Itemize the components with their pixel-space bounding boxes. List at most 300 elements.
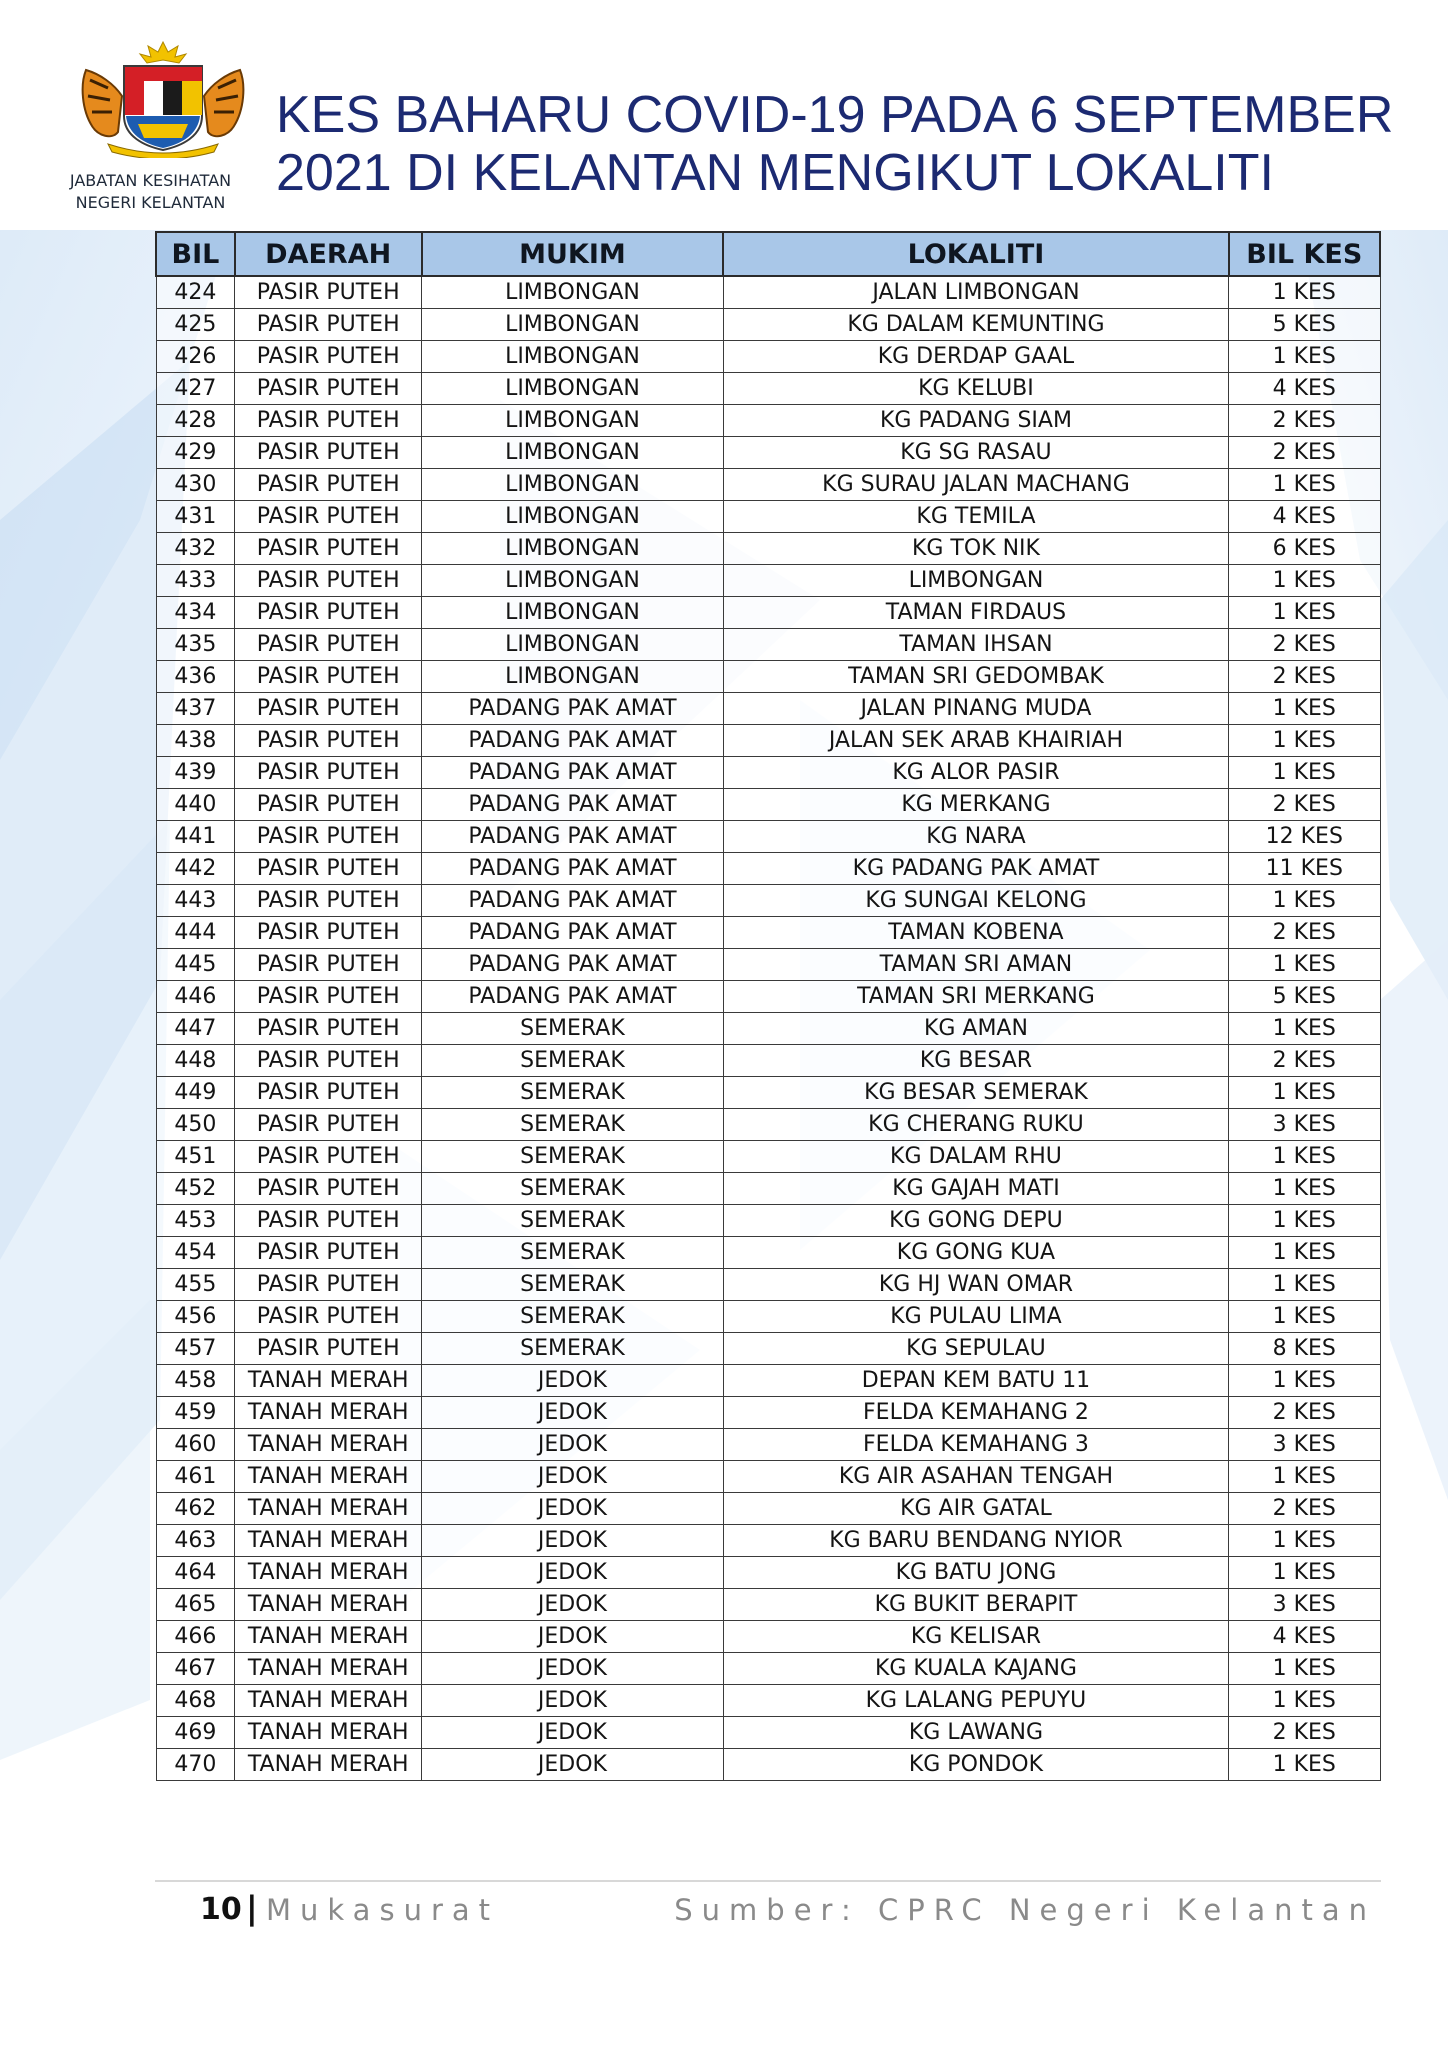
cell-lokaliti: JALAN SEK ARAB KHAIRIAH — [723, 725, 1228, 757]
cell-daerah: PASIR PUTEH — [235, 1269, 422, 1301]
cell-mukim: LIMBONGAN — [422, 405, 724, 437]
cell-lokaliti: KG KUALA KAJANG — [723, 1653, 1228, 1685]
cell-lokaliti: KG LALANG PEPUYU — [723, 1685, 1228, 1717]
cell-mukim: JEDOK — [422, 1685, 724, 1717]
column-header-daerah: DAERAH — [235, 232, 422, 276]
cell-mukim: PADANG PAK AMAT — [422, 853, 724, 885]
cell-daerah: TANAH MERAH — [235, 1589, 422, 1621]
table-row — [156, 789, 1380, 821]
cell-daerah: TANAH MERAH — [235, 1461, 422, 1493]
cell-lokaliti: TAMAN SRI AMAN — [723, 949, 1228, 981]
cell-bil: 469 — [156, 1717, 235, 1749]
cell-mukim: PADANG PAK AMAT — [422, 885, 724, 917]
table-row — [156, 1461, 1380, 1493]
cell-mukim: JEDOK — [422, 1717, 724, 1749]
cell-bil-kes: 2 KES — [1229, 437, 1380, 469]
cell-daerah: PASIR PUTEH — [235, 725, 422, 757]
cell-bil-kes: 4 KES — [1229, 1621, 1380, 1653]
cell-daerah: TANAH MERAH — [235, 1653, 422, 1685]
cell-bil-kes: 2 KES — [1229, 789, 1380, 821]
cell-bil-kes: 1 KES — [1229, 885, 1380, 917]
cell-lokaliti: KG SEPULAU — [723, 1333, 1228, 1365]
cell-bil-kes: 2 KES — [1229, 661, 1380, 693]
cell-lokaliti: KG AIR GATAL — [723, 1493, 1228, 1525]
cell-daerah: TANAH MERAH — [235, 1621, 422, 1653]
cell-daerah: PASIR PUTEH — [235, 469, 422, 501]
cell-bil: 429 — [156, 437, 235, 469]
table-row — [156, 501, 1380, 533]
cell-mukim: LIMBONGAN — [422, 661, 724, 693]
cases-table — [155, 231, 1381, 1781]
cell-mukim: JEDOK — [422, 1557, 724, 1589]
cell-bil: 428 — [156, 405, 235, 437]
cell-bil-kes: 2 KES — [1229, 1397, 1380, 1429]
cell-mukim: PADANG PAK AMAT — [422, 821, 724, 853]
cell-daerah: PASIR PUTEH — [235, 1109, 422, 1141]
cell-daerah: PASIR PUTEH — [235, 661, 422, 693]
cell-bil: 426 — [156, 341, 235, 373]
cell-daerah: PASIR PUTEH — [235, 597, 422, 629]
table-row — [156, 1525, 1380, 1557]
cell-bil-kes: 1 KES — [1229, 1141, 1380, 1173]
cell-mukim: JEDOK — [422, 1525, 724, 1557]
cell-daerah: TANAH MERAH — [235, 1749, 422, 1781]
cell-lokaliti: KG DALAM KEMUNTING — [723, 309, 1228, 341]
cell-mukim: LIMBONGAN — [422, 341, 724, 373]
title-line2: 2021 DI KELANTAN MENGIKUT LOKALITI — [276, 144, 1274, 202]
table-row — [156, 1237, 1380, 1269]
cell-mukim: JEDOK — [422, 1621, 724, 1653]
table-row — [156, 725, 1380, 757]
cell-daerah: PASIR PUTEH — [235, 757, 422, 789]
cell-lokaliti: LIMBONGAN — [723, 565, 1228, 597]
cell-lokaliti: KG PADANG PAK AMAT — [723, 853, 1228, 885]
page-label: Mukasurat — [266, 1893, 500, 1927]
cell-bil: 462 — [156, 1493, 235, 1525]
cell-daerah: PASIR PUTEH — [235, 501, 422, 533]
cell-bil: 458 — [156, 1365, 235, 1397]
table-row — [156, 1717, 1380, 1749]
cell-bil: 432 — [156, 533, 235, 565]
cell-mukim: JEDOK — [422, 1365, 724, 1397]
table-row — [156, 1333, 1380, 1365]
cell-bil-kes: 12 KES — [1229, 821, 1380, 853]
table-row — [156, 1301, 1380, 1333]
cell-daerah: PASIR PUTEH — [235, 693, 422, 725]
org-name-line1: JABATAN KESIHATAN — [69, 171, 232, 190]
org-name-line2: NEGERI KELANTAN — [75, 193, 226, 212]
table-row — [156, 437, 1380, 469]
cell-daerah: TANAH MERAH — [235, 1397, 422, 1429]
cell-mukim: LIMBONGAN — [422, 565, 724, 597]
cell-bil-kes: 4 KES — [1229, 501, 1380, 533]
column-header-bil-kes: BIL KES — [1229, 232, 1380, 276]
cell-lokaliti: JALAN PINANG MUDA — [723, 693, 1228, 725]
cell-lokaliti: TAMAN SRI GEDOMBAK — [723, 661, 1228, 693]
cell-bil-kes: 1 KES — [1229, 1749, 1380, 1781]
cell-lokaliti: KG GAJAH MATI — [723, 1173, 1228, 1205]
cell-bil-kes: 4 KES — [1229, 373, 1380, 405]
cell-bil-kes: 1 KES — [1229, 1013, 1380, 1045]
cell-daerah: PASIR PUTEH — [235, 981, 422, 1013]
table-row — [156, 661, 1380, 693]
cell-daerah: PASIR PUTEH — [235, 437, 422, 469]
cell-lokaliti: DEPAN KEM BATU 11 — [723, 1365, 1228, 1397]
cell-lokaliti: KG AIR ASAHAN TENGAH — [723, 1461, 1228, 1493]
cell-lokaliti: KG GONG KUA — [723, 1237, 1228, 1269]
cell-bil: 468 — [156, 1685, 235, 1717]
cell-daerah: PASIR PUTEH — [235, 341, 422, 373]
cell-bil-kes: 1 KES — [1229, 341, 1380, 373]
cell-mukim: LIMBONGAN — [422, 533, 724, 565]
cell-mukim: SEMERAK — [422, 1045, 724, 1077]
cell-mukim: PADANG PAK AMAT — [422, 789, 724, 821]
table-row — [156, 309, 1380, 341]
table-row — [156, 949, 1380, 981]
cell-bil: 459 — [156, 1397, 235, 1429]
cell-bil-kes: 1 KES — [1229, 1269, 1380, 1301]
table-row — [156, 629, 1380, 661]
cell-daerah: TANAH MERAH — [235, 1365, 422, 1397]
cell-mukim: JEDOK — [422, 1461, 724, 1493]
cell-bil-kes: 3 KES — [1229, 1109, 1380, 1141]
cell-lokaliti: JALAN LIMBONGAN — [723, 276, 1228, 309]
cell-bil-kes: 1 KES — [1229, 1301, 1380, 1333]
table-row — [156, 373, 1380, 405]
cell-lokaliti: KG TOK NIK — [723, 533, 1228, 565]
cell-bil: 435 — [156, 629, 235, 661]
cell-mukim: LIMBONGAN — [422, 309, 724, 341]
table-row — [156, 821, 1380, 853]
cell-bil-kes: 1 KES — [1229, 565, 1380, 597]
cell-lokaliti: KG NARA — [723, 821, 1228, 853]
cell-bil: 456 — [156, 1301, 235, 1333]
cell-lokaliti: KG BESAR — [723, 1045, 1228, 1077]
table-row — [156, 1493, 1380, 1525]
cell-lokaliti: KG DERDAP GAAL — [723, 341, 1228, 373]
cell-bil: 460 — [156, 1429, 235, 1461]
cell-mukim: PADANG PAK AMAT — [422, 757, 724, 789]
cell-bil-kes: 5 KES — [1229, 309, 1380, 341]
table-row — [156, 981, 1380, 1013]
cell-daerah: TANAH MERAH — [235, 1429, 422, 1461]
table-row — [156, 1429, 1380, 1461]
cell-mukim: JEDOK — [422, 1429, 724, 1461]
cell-lokaliti: KG PULAU LIMA — [723, 1301, 1228, 1333]
cell-lokaliti: KG CHERANG RUKU — [723, 1109, 1228, 1141]
cell-bil-kes: 1 KES — [1229, 1237, 1380, 1269]
cell-lokaliti: TAMAN KOBENA — [723, 917, 1228, 949]
cell-mukim: SEMERAK — [422, 1205, 724, 1237]
page-title — [276, 86, 1396, 202]
cell-mukim: PADANG PAK AMAT — [422, 981, 724, 1013]
table-row — [156, 405, 1380, 437]
cell-bil: 467 — [156, 1653, 235, 1685]
cell-bil: 433 — [156, 565, 235, 597]
cell-bil-kes: 1 KES — [1229, 1173, 1380, 1205]
cell-bil-kes: 1 KES — [1229, 1685, 1380, 1717]
cell-daerah: PASIR PUTEH — [235, 885, 422, 917]
cell-daerah: PASIR PUTEH — [235, 1205, 422, 1237]
cell-mukim: SEMERAK — [422, 1109, 724, 1141]
cell-mukim: PADANG PAK AMAT — [422, 917, 724, 949]
cell-bil: 440 — [156, 789, 235, 821]
cell-mukim: JEDOK — [422, 1653, 724, 1685]
column-header-bil: BIL — [156, 232, 235, 276]
table-row — [156, 341, 1380, 373]
cell-bil: 449 — [156, 1077, 235, 1109]
cell-mukim: SEMERAK — [422, 1077, 724, 1109]
cell-bil: 464 — [156, 1557, 235, 1589]
cell-bil: 442 — [156, 853, 235, 885]
source-credit: Sumber: CPRC Negeri Kelantan — [674, 1893, 1376, 1927]
table-row — [156, 917, 1380, 949]
cell-mukim: SEMERAK — [422, 1269, 724, 1301]
cell-bil: 452 — [156, 1173, 235, 1205]
cell-daerah: PASIR PUTEH — [235, 309, 422, 341]
cell-bil-kes: 3 KES — [1229, 1589, 1380, 1621]
table-row — [156, 276, 1380, 309]
organization-name — [48, 170, 253, 214]
cell-daerah: PASIR PUTEH — [235, 373, 422, 405]
cell-daerah: PASIR PUTEH — [235, 1333, 422, 1365]
table-row — [156, 565, 1380, 597]
cell-daerah: PASIR PUTEH — [235, 533, 422, 565]
cell-mukim: JEDOK — [422, 1397, 724, 1429]
title-line1: KES BAHARU COVID-19 PADA 6 SEPTEMBER — [276, 86, 1394, 144]
table-row — [156, 1621, 1380, 1653]
table-row — [156, 1365, 1380, 1397]
cell-bil: 455 — [156, 1269, 235, 1301]
cell-daerah: PASIR PUTEH — [235, 1173, 422, 1205]
cell-lokaliti: KG MERKANG — [723, 789, 1228, 821]
cell-daerah: PASIR PUTEH — [235, 917, 422, 949]
table-row — [156, 853, 1380, 885]
cell-bil: 441 — [156, 821, 235, 853]
cell-lokaliti: KG HJ WAN OMAR — [723, 1269, 1228, 1301]
cell-mukim: LIMBONGAN — [422, 437, 724, 469]
page-header — [0, 0, 1448, 230]
cell-daerah: PASIR PUTEH — [235, 1237, 422, 1269]
cell-bil: 445 — [156, 949, 235, 981]
cell-lokaliti: KG BARU BENDANG NYIOR — [723, 1525, 1228, 1557]
cell-bil: 424 — [156, 276, 235, 309]
table-row — [156, 885, 1380, 917]
cell-lokaliti: KG GONG DEPU — [723, 1205, 1228, 1237]
cell-daerah: PASIR PUTEH — [235, 789, 422, 821]
cell-mukim: SEMERAK — [422, 1141, 724, 1173]
table-row — [156, 1045, 1380, 1077]
cell-mukim: PADANG PAK AMAT — [422, 725, 724, 757]
cell-bil-kes: 5 KES — [1229, 981, 1380, 1013]
footer-divider — [155, 1880, 1381, 1882]
cell-lokaliti: FELDA KEMAHANG 2 — [723, 1397, 1228, 1429]
cell-mukim: JEDOK — [422, 1493, 724, 1525]
cell-lokaliti: KG TEMILA — [723, 501, 1228, 533]
cell-bil-kes: 1 KES — [1229, 1525, 1380, 1557]
cell-bil-kes: 1 KES — [1229, 1461, 1380, 1493]
cell-bil: 446 — [156, 981, 235, 1013]
cell-daerah: PASIR PUTEH — [235, 405, 422, 437]
table-row — [156, 1173, 1380, 1205]
cell-daerah: PASIR PUTEH — [235, 1301, 422, 1333]
table-row — [156, 1589, 1380, 1621]
table-row — [156, 1013, 1380, 1045]
table-row — [156, 597, 1380, 629]
cell-bil: 434 — [156, 597, 235, 629]
cell-bil-kes: 1 KES — [1229, 693, 1380, 725]
cell-bil-kes: 1 KES — [1229, 949, 1380, 981]
table-row — [156, 1205, 1380, 1237]
table-row — [156, 1749, 1380, 1781]
cell-bil: 439 — [156, 757, 235, 789]
cell-bil-kes: 1 KES — [1229, 757, 1380, 789]
cell-bil-kes: 11 KES — [1229, 853, 1380, 885]
table-row — [156, 1397, 1380, 1429]
cell-mukim: JEDOK — [422, 1749, 724, 1781]
cell-bil-kes: 1 KES — [1229, 276, 1380, 309]
cell-mukim: LIMBONGAN — [422, 276, 724, 309]
cell-bil-kes: 1 KES — [1229, 1365, 1380, 1397]
table-row — [156, 469, 1380, 501]
table-row — [156, 1557, 1380, 1589]
cell-bil: 448 — [156, 1045, 235, 1077]
cell-mukim: LIMBONGAN — [422, 469, 724, 501]
cell-mukim: SEMERAK — [422, 1237, 724, 1269]
cell-bil-kes: 1 KES — [1229, 1557, 1380, 1589]
cell-bil-kes: 2 KES — [1229, 629, 1380, 661]
column-header-lokaliti: LOKALITI — [723, 232, 1228, 276]
cell-bil: 461 — [156, 1461, 235, 1493]
cell-bil-kes: 2 KES — [1229, 405, 1380, 437]
cell-bil: 466 — [156, 1621, 235, 1653]
cell-lokaliti: KG ALOR PASIR — [723, 757, 1228, 789]
cell-lokaliti: KG BATU JONG — [723, 1557, 1228, 1589]
cell-mukim: JEDOK — [422, 1589, 724, 1621]
cell-lokaliti: KG DALAM RHU — [723, 1141, 1228, 1173]
cell-lokaliti: KG KELUBI — [723, 373, 1228, 405]
cell-mukim: LIMBONGAN — [422, 373, 724, 405]
cell-bil-kes: 3 KES — [1229, 1429, 1380, 1461]
table-row — [156, 1685, 1380, 1717]
table-row — [156, 1077, 1380, 1109]
table-row — [156, 533, 1380, 565]
cell-lokaliti: KG BUKIT BERAPIT — [723, 1589, 1228, 1621]
cell-bil-kes: 1 KES — [1229, 1653, 1380, 1685]
cell-bil-kes: 1 KES — [1229, 1205, 1380, 1237]
table-body — [156, 276, 1380, 1781]
cell-bil: 451 — [156, 1141, 235, 1173]
cell-bil: 465 — [156, 1589, 235, 1621]
cell-bil: 436 — [156, 661, 235, 693]
cell-bil: 463 — [156, 1525, 235, 1557]
cell-mukim: SEMERAK — [422, 1333, 724, 1365]
cell-daerah: PASIR PUTEH — [235, 1013, 422, 1045]
cell-daerah: PASIR PUTEH — [235, 1141, 422, 1173]
cell-bil: 427 — [156, 373, 235, 405]
cell-bil: 431 — [156, 501, 235, 533]
cell-lokaliti: KG KELISAR — [723, 1621, 1228, 1653]
cell-mukim: SEMERAK — [422, 1173, 724, 1205]
cell-bil: 457 — [156, 1333, 235, 1365]
cell-daerah: TANAH MERAH — [235, 1685, 422, 1717]
table-row — [156, 1109, 1380, 1141]
cell-lokaliti: FELDA KEMAHANG 3 — [723, 1429, 1228, 1461]
cell-lokaliti: KG PADANG SIAM — [723, 405, 1228, 437]
table-row — [156, 693, 1380, 725]
cell-lokaliti: KG SURAU JALAN MACHANG — [723, 469, 1228, 501]
cell-bil: 470 — [156, 1749, 235, 1781]
cell-mukim: LIMBONGAN — [422, 629, 724, 661]
cell-lokaliti: KG LAWANG — [723, 1717, 1228, 1749]
cell-bil: 430 — [156, 469, 235, 501]
cell-bil: 425 — [156, 309, 235, 341]
cell-bil: 438 — [156, 725, 235, 757]
cell-bil: 454 — [156, 1237, 235, 1269]
cell-mukim: LIMBONGAN — [422, 501, 724, 533]
cell-lokaliti: TAMAN SRI MERKANG — [723, 981, 1228, 1013]
cell-bil-kes: 1 KES — [1229, 1077, 1380, 1109]
cell-lokaliti: TAMAN FIRDAUS — [723, 597, 1228, 629]
cell-daerah: PASIR PUTEH — [235, 1045, 422, 1077]
cell-bil: 444 — [156, 917, 235, 949]
cell-lokaliti: KG SG RASAU — [723, 437, 1228, 469]
table-row — [156, 1269, 1380, 1301]
cell-lokaliti: TAMAN IHSAN — [723, 629, 1228, 661]
cell-mukim: PADANG PAK AMAT — [422, 949, 724, 981]
cell-daerah: TANAH MERAH — [235, 1493, 422, 1525]
page-number: 10 — [200, 1892, 242, 1927]
table-row — [156, 1653, 1380, 1685]
cell-lokaliti: KG SUNGAI KELONG — [723, 885, 1228, 917]
cell-daerah: PASIR PUTEH — [235, 821, 422, 853]
cell-daerah: TANAH MERAH — [235, 1557, 422, 1589]
coat-of-arms-logo — [78, 40, 248, 158]
cell-bil: 453 — [156, 1205, 235, 1237]
table-row — [156, 1141, 1380, 1173]
cell-bil-kes: 2 KES — [1229, 1493, 1380, 1525]
cell-lokaliti: KG PONDOK — [723, 1749, 1228, 1781]
cell-daerah: PASIR PUTEH — [235, 949, 422, 981]
cell-bil: 443 — [156, 885, 235, 917]
column-header-mukim: MUKIM — [422, 232, 724, 276]
cell-mukim: SEMERAK — [422, 1301, 724, 1333]
cell-bil-kes: 6 KES — [1229, 533, 1380, 565]
cell-bil-kes: 2 KES — [1229, 917, 1380, 949]
cell-mukim: LIMBONGAN — [422, 597, 724, 629]
cell-bil-kes: 2 KES — [1229, 1717, 1380, 1749]
cell-daerah: TANAH MERAH — [235, 1525, 422, 1557]
cases-table-container — [155, 231, 1381, 1781]
cell-mukim: PADANG PAK AMAT — [422, 693, 724, 725]
cell-bil-kes: 1 KES — [1229, 725, 1380, 757]
table-header-row — [156, 232, 1380, 276]
cell-bil: 450 — [156, 1109, 235, 1141]
table-row — [156, 757, 1380, 789]
cell-bil: 447 — [156, 1013, 235, 1045]
cell-bil-kes: 1 KES — [1229, 469, 1380, 501]
cell-bil: 437 — [156, 693, 235, 725]
cell-daerah: PASIR PUTEH — [235, 629, 422, 661]
footer-separator: | — [246, 1889, 258, 1927]
cell-daerah: PASIR PUTEH — [235, 853, 422, 885]
cell-daerah: PASIR PUTEH — [235, 276, 422, 309]
cell-bil-kes: 2 KES — [1229, 1045, 1380, 1077]
cell-bil-kes: 8 KES — [1229, 1333, 1380, 1365]
cell-mukim: SEMERAK — [422, 1013, 724, 1045]
cell-bil-kes: 1 KES — [1229, 597, 1380, 629]
cell-lokaliti: KG AMAN — [723, 1013, 1228, 1045]
